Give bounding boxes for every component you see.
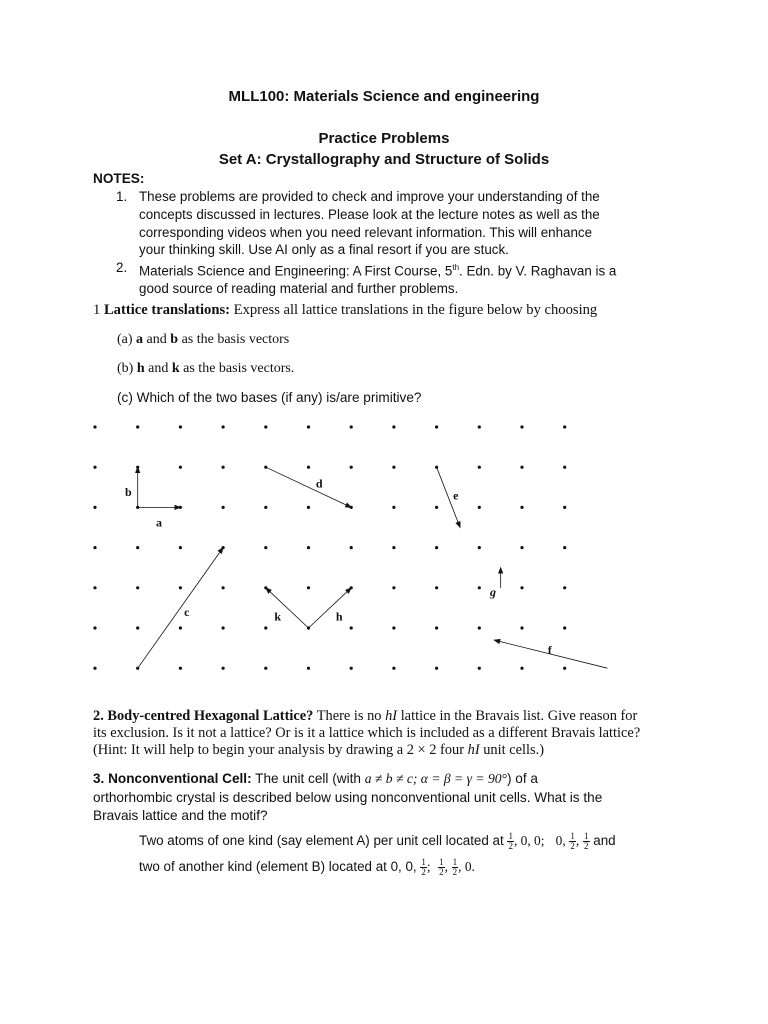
lattice-point xyxy=(93,466,96,469)
numerator: 1 xyxy=(584,830,589,841)
lattice-point xyxy=(222,425,225,428)
lattice-point xyxy=(563,425,566,428)
q2-line xyxy=(93,708,693,725)
lattice-point xyxy=(392,466,395,469)
q2-text: lattice in the Bravais list. Give reason for xyxy=(400,708,638,724)
numerator: 1 xyxy=(452,856,458,867)
lattice-point xyxy=(307,466,310,469)
lattice-point xyxy=(520,586,523,589)
note-line: concepts discussed in lectures. Please look at the lecture notes as well as the xyxy=(139,206,600,222)
q3-text: ) of a xyxy=(507,771,538,786)
note-line: corresponding videos when you need relevant information. This will enhance xyxy=(139,224,593,240)
q3-text: , 0, 0; xyxy=(513,833,545,848)
note-line-part: . Edn. by V. Raghavan is a xyxy=(459,263,617,279)
note-number: 2. xyxy=(116,260,128,275)
note-line-part: Materials Science and Engineering: A First Course, 5 xyxy=(139,263,453,279)
part-text: Which of the two bases (if any) is/are primitive? xyxy=(136,390,422,405)
lattice-point xyxy=(93,626,96,629)
part-label: (b) xyxy=(117,361,134,376)
q2-line: its exclusion. Is it not a lattice? Or is it a lattice which is included as a different Bravais lattice? xyxy=(93,725,641,741)
lattice-point xyxy=(563,546,566,549)
q3-text: , xyxy=(575,833,580,848)
numerator: 1 xyxy=(570,830,575,841)
practice-heading: Practice Problems xyxy=(318,130,450,147)
lattice-point xyxy=(350,546,353,549)
lattice-point xyxy=(350,466,353,469)
q3-paragraph xyxy=(93,770,693,826)
lattice-point xyxy=(392,425,395,428)
lattice-point xyxy=(478,586,481,589)
q3-text: , 0. xyxy=(458,859,475,874)
q3-title: 3. Nonconventional Cell: xyxy=(93,771,252,786)
lattice-point xyxy=(563,667,566,670)
lattice-point xyxy=(478,506,481,509)
q1-number: 1 xyxy=(93,302,101,318)
note-line: good source of reading material and further problems. xyxy=(139,281,459,297)
lattice-points xyxy=(93,425,566,669)
lattice-point xyxy=(93,506,96,509)
set-title: Set A: Crystallography and Structure of Solids xyxy=(218,151,550,168)
q3-positions xyxy=(139,828,699,880)
lattice-point xyxy=(435,506,438,509)
q3-text: The unit cell (with xyxy=(255,771,361,786)
lattice-point xyxy=(520,626,523,629)
vector-d-label: d xyxy=(315,476,323,491)
lattice-point xyxy=(520,546,523,549)
lattice-point xyxy=(307,586,310,589)
vector-k-label: k xyxy=(274,609,282,624)
numerator: 1 xyxy=(421,856,426,867)
lattice-point xyxy=(392,586,395,589)
denominator: 2 xyxy=(452,866,458,877)
q2-title: 2. Body-centred Hexagonal Lattice? xyxy=(93,708,314,724)
lattice-point xyxy=(478,546,481,549)
vector-f-label: f xyxy=(547,643,552,658)
lattice-point xyxy=(179,546,182,549)
part-text: as the basis vectors. xyxy=(183,361,295,376)
lattice-point xyxy=(136,425,139,428)
part-text: as the basis vectors xyxy=(181,332,290,347)
basis-vector: b xyxy=(170,332,179,347)
vector-c-arrow xyxy=(138,548,223,669)
q2-text: There is no xyxy=(316,708,382,724)
atom-b-positions xyxy=(139,854,699,880)
lattice-point xyxy=(136,546,139,549)
part-text: and xyxy=(148,361,169,376)
lattice-point xyxy=(93,546,96,549)
vector-k-arrow xyxy=(266,588,309,628)
lattice-point xyxy=(563,586,566,589)
lattice-point xyxy=(435,425,438,428)
lattice-point xyxy=(435,586,438,589)
q2-text: (Hint: It will help to begin your analysis by drawing a 2 × 2 four xyxy=(93,742,465,758)
lattice-vectors xyxy=(125,467,607,668)
lattice-point xyxy=(478,466,481,469)
lattice-point xyxy=(392,626,395,629)
denominator: 2 xyxy=(439,866,444,877)
part-label: (c) xyxy=(117,390,133,405)
notes-label: NOTES: xyxy=(93,171,145,186)
lattice-point xyxy=(307,425,310,428)
course-title: MLL100: Materials Science and engineering xyxy=(228,88,540,105)
note-line: These problems are provided to check and improve your understanding of the xyxy=(139,189,600,204)
edition-superscript: th xyxy=(452,263,460,272)
denominator: 2 xyxy=(421,866,426,877)
lattice-point xyxy=(93,425,96,428)
note-line: your thinking skill. Use AI only as a final resort if you are stuck. xyxy=(139,242,509,258)
lattice-point xyxy=(392,546,395,549)
q3-text: ; xyxy=(426,859,431,874)
lattice-point xyxy=(264,506,267,509)
q1-text: Express all lattice translations in the figure below by choosing xyxy=(233,302,598,318)
lattice-point xyxy=(435,626,438,629)
lattice-point xyxy=(478,667,481,670)
lattice-point xyxy=(350,626,353,629)
q2-line xyxy=(93,742,693,759)
q3-text: 0, xyxy=(555,833,566,848)
fraction-half xyxy=(583,832,590,851)
vector-h-label: h xyxy=(335,609,343,624)
vector-d-arrow xyxy=(266,467,351,507)
part-label: (a) xyxy=(117,332,133,347)
lattice-point xyxy=(264,425,267,428)
part-text: and xyxy=(146,332,167,347)
vector-e-label: e xyxy=(453,488,459,503)
lattice-point xyxy=(307,506,310,509)
atom-a-positions xyxy=(139,828,699,854)
lattice-point xyxy=(264,546,267,549)
lattice-point xyxy=(179,425,182,428)
lattice-point xyxy=(563,466,566,469)
lattice-point xyxy=(307,667,310,670)
lattice-point xyxy=(520,506,523,509)
basis-vector: a xyxy=(136,332,144,347)
lattice-point xyxy=(179,626,182,629)
q3-line: Bravais lattice and the motif? xyxy=(93,808,268,823)
lattice-point xyxy=(350,425,353,428)
q3-text: , xyxy=(444,859,448,874)
lattice-point xyxy=(222,667,225,670)
vector-g-label: g xyxy=(489,584,496,599)
lattice-point xyxy=(136,626,139,629)
lattice-point xyxy=(350,667,353,670)
lattice-point xyxy=(392,667,395,670)
lattice-point xyxy=(478,626,481,629)
q1-title: Lattice translations: xyxy=(103,302,231,318)
lattice-point xyxy=(478,425,481,428)
vector-h-arrow xyxy=(309,588,352,628)
q3-line xyxy=(93,770,693,789)
lattice-point xyxy=(222,466,225,469)
lattice-point xyxy=(563,626,566,629)
lattice-point xyxy=(520,466,523,469)
lattice-point xyxy=(307,546,310,549)
lattice-point xyxy=(392,506,395,509)
lattice-point xyxy=(264,626,267,629)
denominator: 2 xyxy=(570,840,575,851)
lattice-point xyxy=(179,466,182,469)
q3-text: two of another kind (element B) located at 0, 0, xyxy=(139,859,417,874)
vector-b-label: b xyxy=(124,485,132,500)
lattice-point xyxy=(222,506,225,509)
lattice-point xyxy=(264,667,267,670)
lattice-point xyxy=(93,667,96,670)
lattice-point xyxy=(222,586,225,589)
q2-math: hI xyxy=(467,742,480,758)
lattice-point xyxy=(520,425,523,428)
q2-text: unit cells.) xyxy=(483,742,544,758)
q3-math: a ≠ b ≠ c; α = β = γ = 90° xyxy=(364,771,507,786)
vector-c-label: c xyxy=(184,604,190,619)
note-number: 1. xyxy=(116,189,128,204)
denominator: 2 xyxy=(584,840,589,851)
lattice-point xyxy=(136,586,139,589)
vector-a-label: a xyxy=(156,515,163,530)
lattice-point xyxy=(563,506,566,509)
basis-vector: k xyxy=(171,361,180,376)
lattice-point xyxy=(93,586,96,589)
lattice-point xyxy=(435,546,438,549)
lattice-point xyxy=(179,586,182,589)
basis-vector: h xyxy=(136,361,145,376)
q3-text: and xyxy=(593,833,616,848)
q3-text: Two atoms of one kind (say element A) per unit cell located at xyxy=(139,833,504,848)
lattice-point xyxy=(179,667,182,670)
denominator: 2 xyxy=(508,840,513,851)
q3-line: orthorhombic crystal is described below using nonconventional unit cells. What is the xyxy=(93,789,603,805)
numerator: 1 xyxy=(508,830,513,841)
lattice-point xyxy=(520,667,523,670)
numerator: 1 xyxy=(439,856,444,867)
q2-paragraph xyxy=(93,708,693,759)
lattice-point xyxy=(435,667,438,670)
q2-math: hI xyxy=(385,708,398,724)
lattice-point xyxy=(222,626,225,629)
